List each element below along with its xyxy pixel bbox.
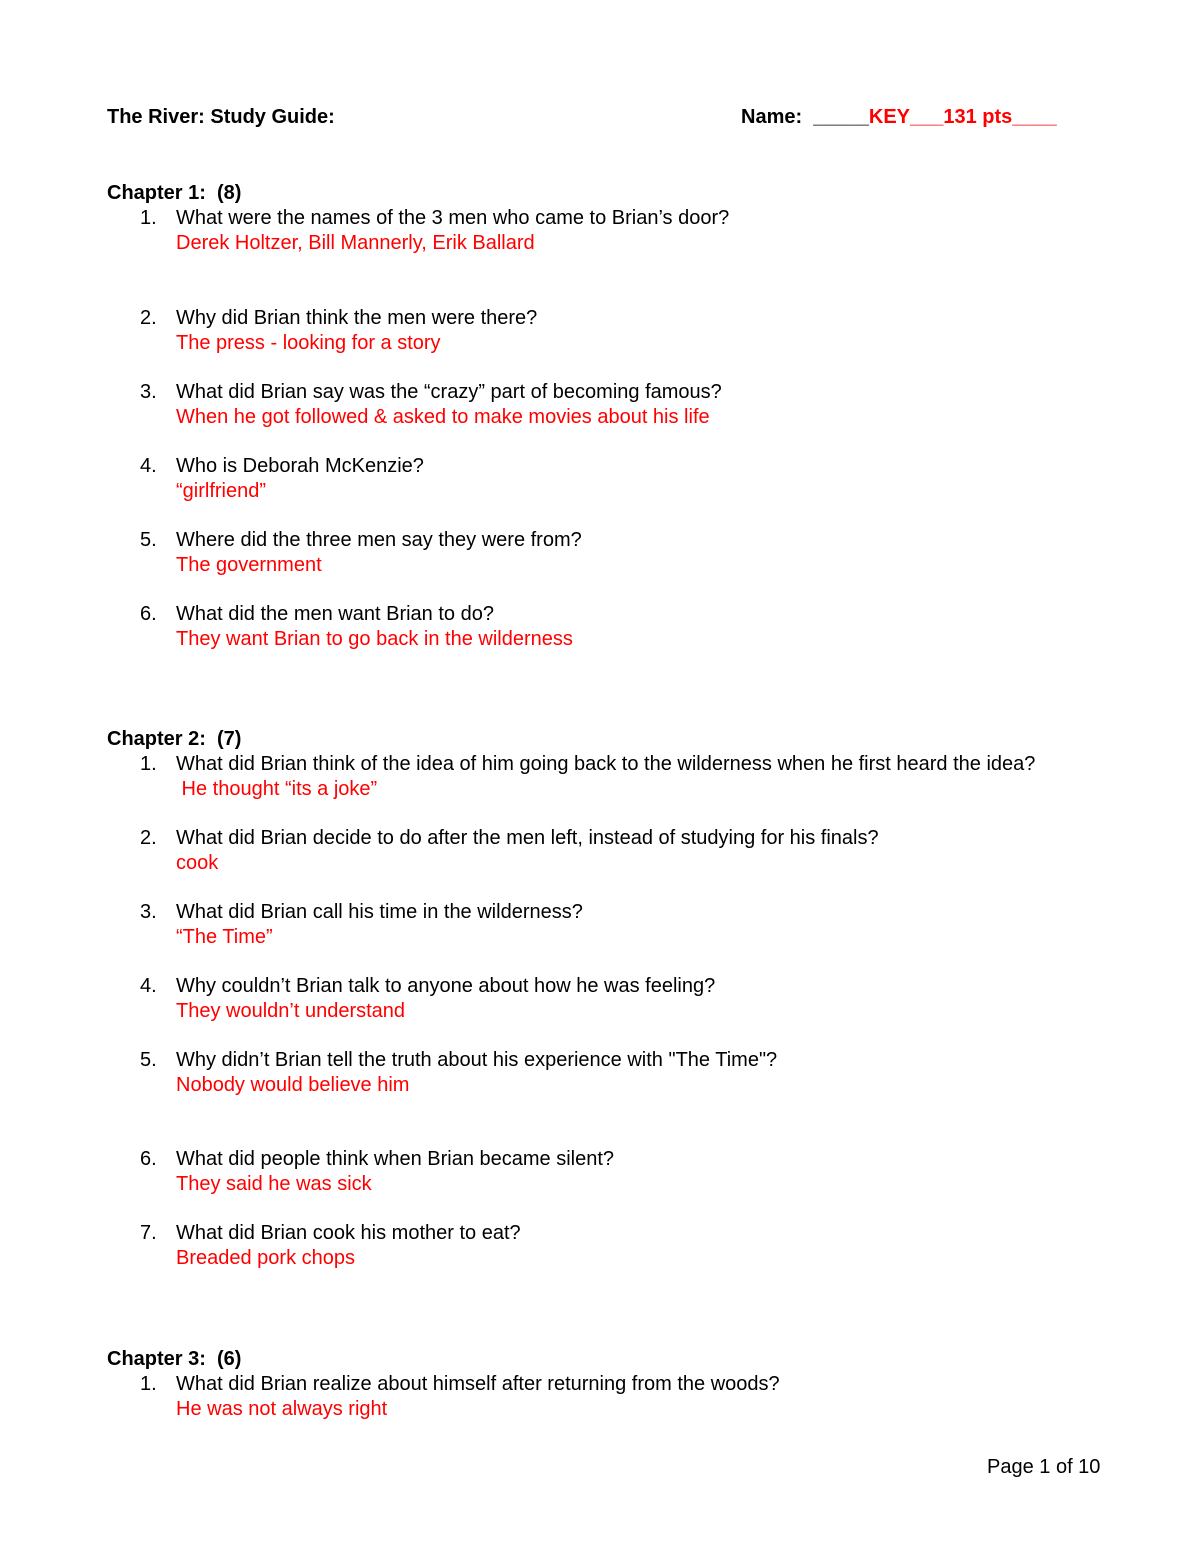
question-item (107, 974, 1107, 1024)
question-number: 1. (140, 1373, 157, 1395)
question-item (107, 900, 1107, 950)
question-text: What did people think when Brian became silent? (176, 1148, 615, 1170)
question-item (107, 1221, 1107, 1271)
answer-text: He thought “its a joke” (176, 778, 378, 800)
question-number: 3. (140, 381, 157, 403)
name-label: Name: _____ (741, 106, 869, 128)
question-number: 4. (140, 975, 157, 997)
chapter-heading: Chapter 1: (8) (107, 182, 242, 204)
answer-text: cook (176, 852, 219, 874)
question-number: 7. (140, 1222, 157, 1244)
answer-text: Derek Holtzer, Bill Mannerly, Erik Ballard (176, 232, 535, 254)
question-item (107, 306, 1107, 356)
answer-text: They said he was sick (176, 1173, 372, 1195)
name-field (741, 106, 1057, 129)
answer-text: “The Time” (176, 926, 273, 948)
question-number: 6. (140, 1148, 157, 1170)
question-text: What did Brian cook his mother to eat? (176, 1222, 521, 1244)
question-number: 3. (140, 901, 157, 923)
question-number: 5. (140, 1049, 157, 1071)
question-text: What did the men want Brian to do? (176, 603, 494, 625)
question-number: 2. (140, 827, 157, 849)
question-number: 1. (140, 207, 157, 229)
chapter-3-section (107, 1347, 1107, 1422)
chapter-heading: Chapter 3: (6) (107, 1348, 242, 1370)
answer-text: The press - looking for a story (176, 332, 441, 354)
answer-key-score: KEY___131 pts____ (868, 106, 1057, 128)
answer-text: Nobody would believe him (176, 1074, 410, 1096)
document-header (107, 106, 1087, 134)
question-number: 2. (140, 307, 157, 329)
question-number: 1. (140, 753, 157, 775)
question-text: What did Brian realize about himself after returning from the woods? (176, 1373, 780, 1395)
question-item (107, 454, 1107, 504)
question-text: Why couldn’t Brian talk to anyone about how he was feeling? (176, 975, 716, 997)
answer-text: When he got followed & asked to make movies about his life (176, 406, 710, 428)
answer-text: They wouldn’t understand (176, 1000, 406, 1022)
question-item (107, 1372, 1107, 1422)
question-text: Where did the three men say they were from? (176, 529, 582, 551)
question-text: What did Brian think of the idea of him going back to the wilderness when he first heard the idea? (176, 753, 1036, 775)
chapter-2-section (107, 727, 1107, 1271)
answer-text: Breaded pork chops (176, 1247, 356, 1269)
question-item (107, 752, 1107, 802)
question-text: Who is Deborah McKenzie? (176, 455, 424, 477)
question-text: What were the names of the 3 men who came to Brian’s door? (176, 207, 730, 229)
question-text: Why didn’t Brian tell the truth about his experience with "The Time"? (176, 1049, 778, 1071)
document-title: The River: Study Guide: (107, 106, 335, 128)
question-item (107, 1147, 1107, 1197)
question-text: Why did Brian think the men were there? (176, 307, 538, 329)
answer-text: The government (176, 554, 322, 576)
question-item (107, 1048, 1107, 1098)
question-text: What did Brian say was the “crazy” part of becoming famous? (176, 381, 722, 403)
question-item (107, 826, 1107, 876)
question-text: What did Brian call his time in the wilderness? (176, 901, 583, 923)
question-number: 4. (140, 455, 157, 477)
question-item (107, 380, 1107, 430)
answer-text: “girlfriend” (176, 480, 267, 502)
question-item (107, 602, 1107, 652)
question-text: What did Brian decide to do after the men left, instead of studying for his finals? (176, 827, 879, 849)
question-number: 6. (140, 603, 157, 625)
question-item (107, 528, 1107, 578)
page-number: Page 1 of 10 (987, 1456, 1101, 1478)
chapter-1-section (107, 181, 1107, 652)
answer-text: They want Brian to go back in the wilderness (176, 628, 573, 650)
answer-text: He was not always right (176, 1398, 388, 1420)
chapter-heading: Chapter 2: (7) (107, 728, 242, 750)
question-item (107, 206, 1107, 256)
question-number: 5. (140, 529, 157, 551)
